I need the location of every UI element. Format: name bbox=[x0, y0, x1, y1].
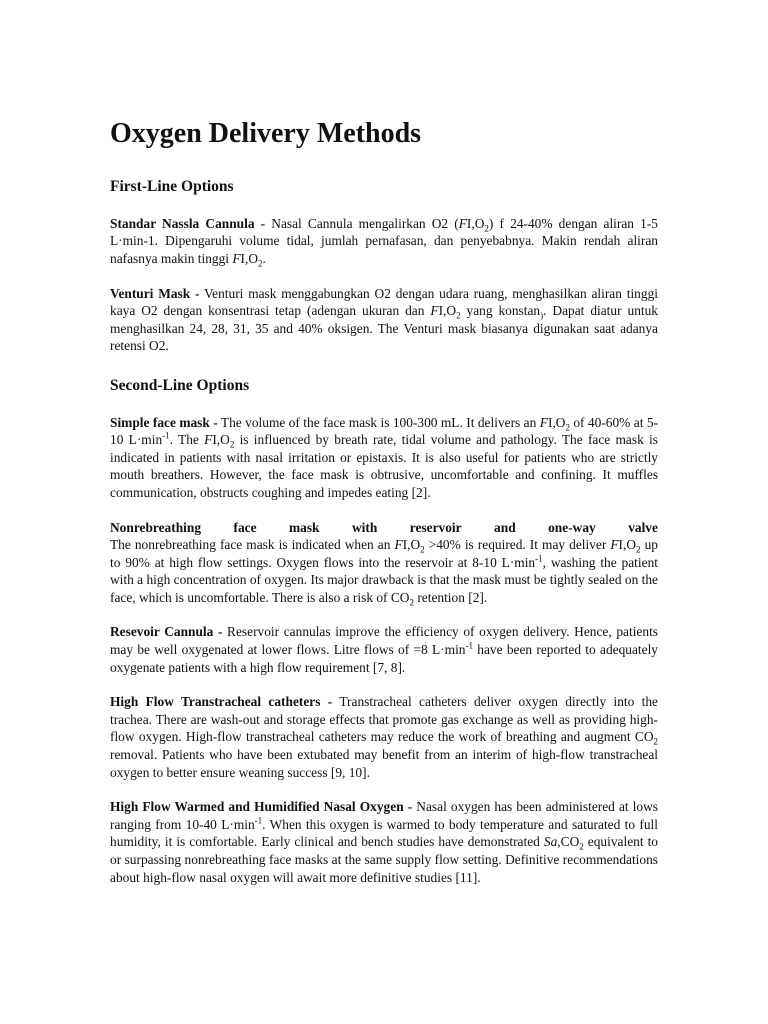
paragraph-text: The nonrebreathing face mask is indicated when an $FI,O_2 >40\%$ is required. It may deliver $FI,O_2$ up to 90% at high flow settings. Oxygen flows into the reservoir at 8-10 $L\cdot\min^{-1}$, washing the patient with a high concentration of oxygen. Its major drawback is that the mask must be tightly sealed on the face, which is uncomfortable. There is also a risk of $CO_2$ retention [2]. bbox=[110, 537, 658, 608]
document-body bbox=[110, 118, 658, 903]
paragraph-lead: High Flow Warmed and Humidified Nasal Oxygen - bbox=[110, 799, 413, 815]
section-heading-first-line: First-Line Options bbox=[110, 178, 234, 196]
paragraph-simple-face-mask: Simple face mask - The volume of the face mask is 100-300 mL. It delivers an $FI,O_2$ of 40-60% at 5-10 $L\cdot\min^{-1}$. The $FI,O_2$ is influenced by breath rate, tidal volume and pathology. The face mask is indicated in patients with nasal irritation or epistaxis. It is also useful for patients who are strictly mouth breathers. However, the face mask is obtrusive, uncomfortable and confining. It muffles communication, obstructs coughing and impedes eating [2]. bbox=[110, 414, 658, 500]
paragraph-venturi-mask: Venturi Mask - Venturi mask menggabungkan O2 dengan udara ruang, menghasilkan aliran tinggi kaya O2 dengan konsentrasi tetap (adengan ukuran dan $FI,O_2$ yang konstan$_)$. Dapat diatur untuk menghasilkan 24, 28, 31, 35 and 40% oksigen. The Venturi mask biasanya digunakan saat adanya retensi O2. bbox=[110, 285, 658, 354]
page-title: Oxygen Delivery Methods bbox=[110, 118, 422, 149]
paragraph-heading-nonrebreathing: Nonrebreathing face mask with reservoir and one-way valve bbox=[110, 519, 658, 535]
paragraph-lead: Standar Nassla Cannula - bbox=[110, 215, 266, 231]
section-heading-second-line: Second-Line Options bbox=[110, 376, 250, 394]
paragraph-transtracheal-catheters: High Flow Transtracheal catheters - Transtracheal catheters deliver oxygen directly into the trachea. There are wash-out and storage effects that promote gas exchange as well as providing high-flow oxygen. High-flow transtracheal catheters may reduce the work of breathing and augment $CO_2$ removal. Patients who have been extubated may benefit from an interim of high-flow transtracheal oxygen to better ensure weaning success [9, 10]. bbox=[110, 694, 658, 780]
paragraph-reservoir-cannula: Resevoir Cannula - Reservoir cannulas improve the efficiency of oxygen delivery. Hence, patients may be well oxygenated at lower flows. Litre flows of =8 $L\cdot\min^{-1}$ have been reported to adequately oxygenate patients with a high flow requirement [7, 8]. bbox=[110, 624, 658, 675]
paragraph-nasal-cannula: Standar Nassla Cannula - Nasal Cannula mengalirkan O2 $(FI,O_2)$ f 24-40% dengan aliran 1-5 L·min-1. Dipengaruhi volume tidal, jumlah pernafasan, dan penyebabnya. Makin rendah aliran nafasnya makin tinggi $FI,O_2$. bbox=[110, 215, 658, 269]
paragraph-lead: Resevoir Cannula - bbox=[110, 624, 223, 640]
paragraph-humidified-nasal-oxygen: High Flow Warmed and Humidified Nasal Oxygen - Nasal oxygen has been administered at lows ranging from 10-40 $L\cdot\min^{-1}$. When this oxygen is warmed to body temperature and saturated to full humidity, it is comfortable. Early clinical and bench studies have demonstrated $Sa,CO_2$ equivalent to or surpassing nonrebreathing face masks at the same supply flow setting. Definitive recommendations about high-flow nasal oxygen will await more definitive studies [11]. bbox=[110, 799, 659, 885]
paragraph-lead: Simple face mask - bbox=[110, 414, 218, 430]
paragraph-nonrebreathing-mask bbox=[110, 519, 658, 607]
paragraph-lead: Venturi Mask - bbox=[110, 285, 200, 301]
paragraph-lead: High Flow Transtracheal catheters - bbox=[110, 694, 333, 710]
